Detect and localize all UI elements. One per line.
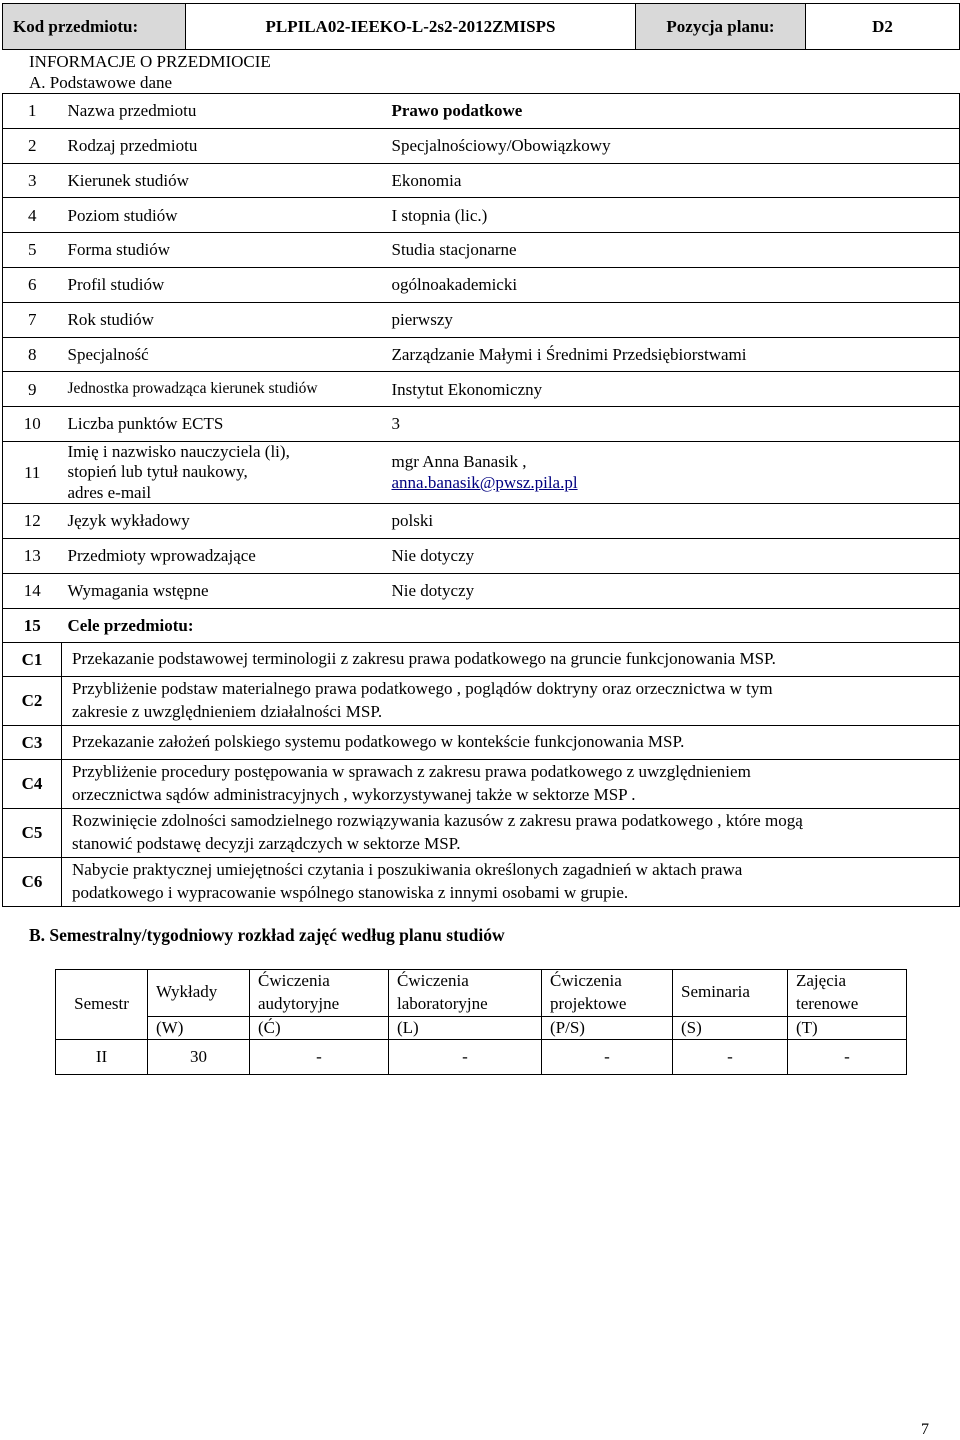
column-header-line: Ćwiczenia — [550, 971, 622, 990]
row-label: Forma studiów — [62, 233, 386, 268]
objective-row — [3, 643, 960, 677]
row-number: 3 — [3, 163, 62, 198]
page-number: 7 — [921, 1421, 929, 1438]
objective-text-line: zakresie z uwzględnieniem działalności MSP. — [72, 702, 383, 722]
objective-text — [62, 726, 960, 760]
semester-header: Semestr — [56, 970, 148, 1040]
column-header-line: Zajęcia — [796, 971, 847, 990]
row-label: Profil studiów — [62, 267, 386, 302]
objective-text-line: podatkowego i wypracowanie wspólnego stanowiska z innymi osobami w grupie. — [72, 882, 629, 902]
column-abbreviation: (L) — [389, 1016, 542, 1039]
column-abbreviation: (P/S) — [542, 1016, 673, 1039]
row-label: Język wykładowy — [62, 504, 386, 539]
row-label-line: Imię i nazwisko nauczyciela (li), — [67, 441, 290, 461]
column-header-line: Ćwiczenia — [397, 971, 469, 990]
row-number: 5 — [3, 233, 62, 268]
schedule-column-header — [542, 970, 673, 1017]
row-value: Specjalnościowy/Obowiązkowy — [386, 128, 960, 163]
info-row — [3, 407, 960, 442]
column-abbreviation: (T) — [788, 1016, 907, 1039]
column-abbreviation: (Ć) — [250, 1016, 389, 1039]
hours-value: 30 — [148, 1039, 250, 1074]
row-label-line: stopień lub tytuł naukowy, — [67, 462, 248, 482]
basic-data-table — [2, 93, 960, 907]
column-abbreviation: (S) — [673, 1016, 788, 1039]
teacher-email-link[interactable]: anna.banasik@pwsz.pila.pl — [391, 472, 578, 492]
objective-text-line: stanowić podstawę decyzji zarządczych w sektorze MSP. — [72, 834, 461, 854]
row-value — [386, 441, 960, 503]
objective-row — [3, 760, 960, 809]
objective-text — [62, 809, 960, 858]
objective-code: C2 — [3, 677, 62, 726]
objective-text — [62, 677, 960, 726]
schedule-abbr-row — [56, 1016, 907, 1039]
info-row — [3, 94, 960, 129]
row-value: I stopnia (lic.) — [386, 198, 960, 233]
objective-code: C4 — [3, 760, 62, 809]
course-header-table — [2, 3, 960, 50]
section-info-title: INFORMACJE O PRZEDMIOCIE — [29, 52, 271, 71]
row-value: Ekonomia — [386, 163, 960, 198]
row-number: 15 — [3, 608, 62, 643]
hours-value: - — [250, 1039, 389, 1074]
course-code-label: Kod przedmiotu: — [3, 4, 186, 50]
objective-row — [3, 809, 960, 858]
row-value: 3 — [386, 407, 960, 442]
section-b-title: B. Semestralny/tygodniowy rozkład zajęć według planu studiów — [29, 925, 505, 945]
info-row — [3, 128, 960, 163]
objective-text — [62, 643, 960, 677]
row-number: 6 — [3, 267, 62, 302]
column-header-line: projektowe — [550, 993, 627, 1013]
info-row — [3, 267, 960, 302]
objective-text-line: Przybliżenie procedury postępowania w sprawach z zakresu prawa podatkowego z uwzględnieniem — [72, 762, 751, 782]
row-number: 2 — [3, 128, 62, 163]
objective-text — [62, 857, 960, 906]
row-number: 7 — [3, 302, 62, 337]
objective-code: C1 — [3, 643, 62, 677]
schedule-data-row — [56, 1039, 907, 1074]
objective-text-line: Nabycie praktycznej umiejętności czytania i poszukiwania określonych zagadnień w aktach prawa — [72, 859, 743, 879]
objective-row — [3, 857, 960, 906]
column-header-line: laboratoryjne — [397, 993, 488, 1013]
row-label: Rodzaj przedmiotu — [62, 128, 386, 163]
row-number: 4 — [3, 198, 62, 233]
row-number: 8 — [3, 337, 62, 372]
objective-code: C5 — [3, 809, 62, 858]
row-value: ogólnoakademicki — [386, 267, 960, 302]
objective-text-line: Rozwinięcie zdolności samodzielnego rozwiązywania kazusów z zakresu prawa podatkowego , które mogą — [72, 811, 803, 831]
info-row — [3, 337, 960, 372]
column-header-line: Ćwiczenia — [258, 971, 330, 990]
course-code-value: PLPILA02-IEEKO-L-2s2-2012ZMISPS — [186, 4, 636, 50]
row-value: polski — [386, 504, 960, 539]
schedule-column-header — [788, 970, 907, 1017]
row-label: Poziom studiów — [62, 198, 386, 233]
schedule-column-header — [389, 970, 542, 1017]
section-a-title: A. Podstawowe dane — [29, 73, 173, 92]
schedule-column-header — [148, 970, 250, 1017]
info-row — [3, 441, 960, 503]
column-header-line: Wykłady — [156, 982, 218, 1002]
row-number: 14 — [3, 573, 62, 608]
row-number: 12 — [3, 504, 62, 539]
row-value: Instytut Ekonomiczny — [386, 372, 960, 407]
info-row — [3, 302, 960, 337]
objective-text-line: Przekazanie założeń polskiego systemu podatkowego w kontekście funkcjonowania MSP. — [72, 732, 685, 752]
hours-value: - — [542, 1039, 673, 1074]
schedule-table — [55, 969, 907, 1075]
info-row — [3, 163, 960, 198]
schedule-column-header — [250, 970, 389, 1017]
row-label: Jednostka prowadząca kierunek studiów — [62, 372, 386, 407]
row-label: Cele przedmiotu: — [62, 608, 386, 643]
teacher-email — [392, 473, 954, 493]
row-value — [386, 608, 960, 643]
info-row — [3, 608, 960, 643]
row-label: Wymagania wstępne — [62, 573, 386, 608]
plan-position-label: Pozycja planu: — [636, 4, 806, 50]
row-label — [62, 441, 386, 503]
row-number: 9 — [3, 372, 62, 407]
objective-code: C3 — [3, 726, 62, 760]
row-value: Zarządzanie Małymi i Średnimi Przedsiębiorstwami — [386, 337, 960, 372]
row-label: Liczba punktów ECTS — [62, 407, 386, 442]
plan-position-value: D2 — [806, 4, 960, 50]
hours-value: - — [389, 1039, 542, 1074]
objective-text-line: Przybliżenie podstaw materialnego prawa podatkowego , poglądów doktryny oraz orzecznictwa w tym — [72, 679, 773, 699]
row-value: Prawo podatkowe — [386, 94, 960, 129]
row-label: Kierunek studiów — [62, 163, 386, 198]
objective-text — [62, 760, 960, 809]
objective-code: C6 — [3, 857, 62, 906]
row-number: 1 — [3, 94, 62, 129]
row-label: Przedmioty wprowadzające — [62, 538, 386, 573]
info-row — [3, 538, 960, 573]
column-abbreviation: (W) — [148, 1016, 250, 1039]
row-label: Rok studiów — [62, 302, 386, 337]
objective-row — [3, 677, 960, 726]
info-row — [3, 198, 960, 233]
teacher-name: mgr Anna Banasik , — [391, 452, 527, 472]
objective-text-line: Przekazanie podstawowej terminologii z zakresu prawa podatkowego na gruncie funkcjonowania MSP. — [72, 649, 776, 669]
row-number: 11 — [3, 441, 62, 503]
column-header-line: Seminaria — [681, 982, 750, 1002]
hours-value: - — [788, 1039, 907, 1074]
objective-row — [3, 726, 960, 760]
row-number: 10 — [3, 407, 62, 442]
info-row — [3, 233, 960, 268]
row-label: Nazwa przedmiotu — [62, 94, 386, 129]
objective-text-line: orzecznictwa sądów administracyjnych , wykorzystywanej także w sektorze MSP . — [72, 785, 636, 805]
row-value: pierwszy — [386, 302, 960, 337]
row-number: 13 — [3, 538, 62, 573]
row-value: Studia stacjonarne — [386, 233, 960, 268]
schedule-column-header — [673, 970, 788, 1017]
row-value: Nie dotyczy — [386, 573, 960, 608]
row-value: Nie dotyczy — [386, 538, 960, 573]
info-row — [3, 504, 960, 539]
row-label-line: adres e-mail — [67, 482, 152, 502]
row-label: Specjalność — [62, 337, 386, 372]
hours-value: - — [673, 1039, 788, 1074]
column-header-line: terenowe — [796, 993, 859, 1013]
column-header-line: audytoryjne — [258, 993, 340, 1013]
info-row — [3, 573, 960, 608]
semester-value: II — [56, 1039, 148, 1074]
schedule-header-row — [56, 970, 907, 1017]
info-row — [3, 372, 960, 407]
